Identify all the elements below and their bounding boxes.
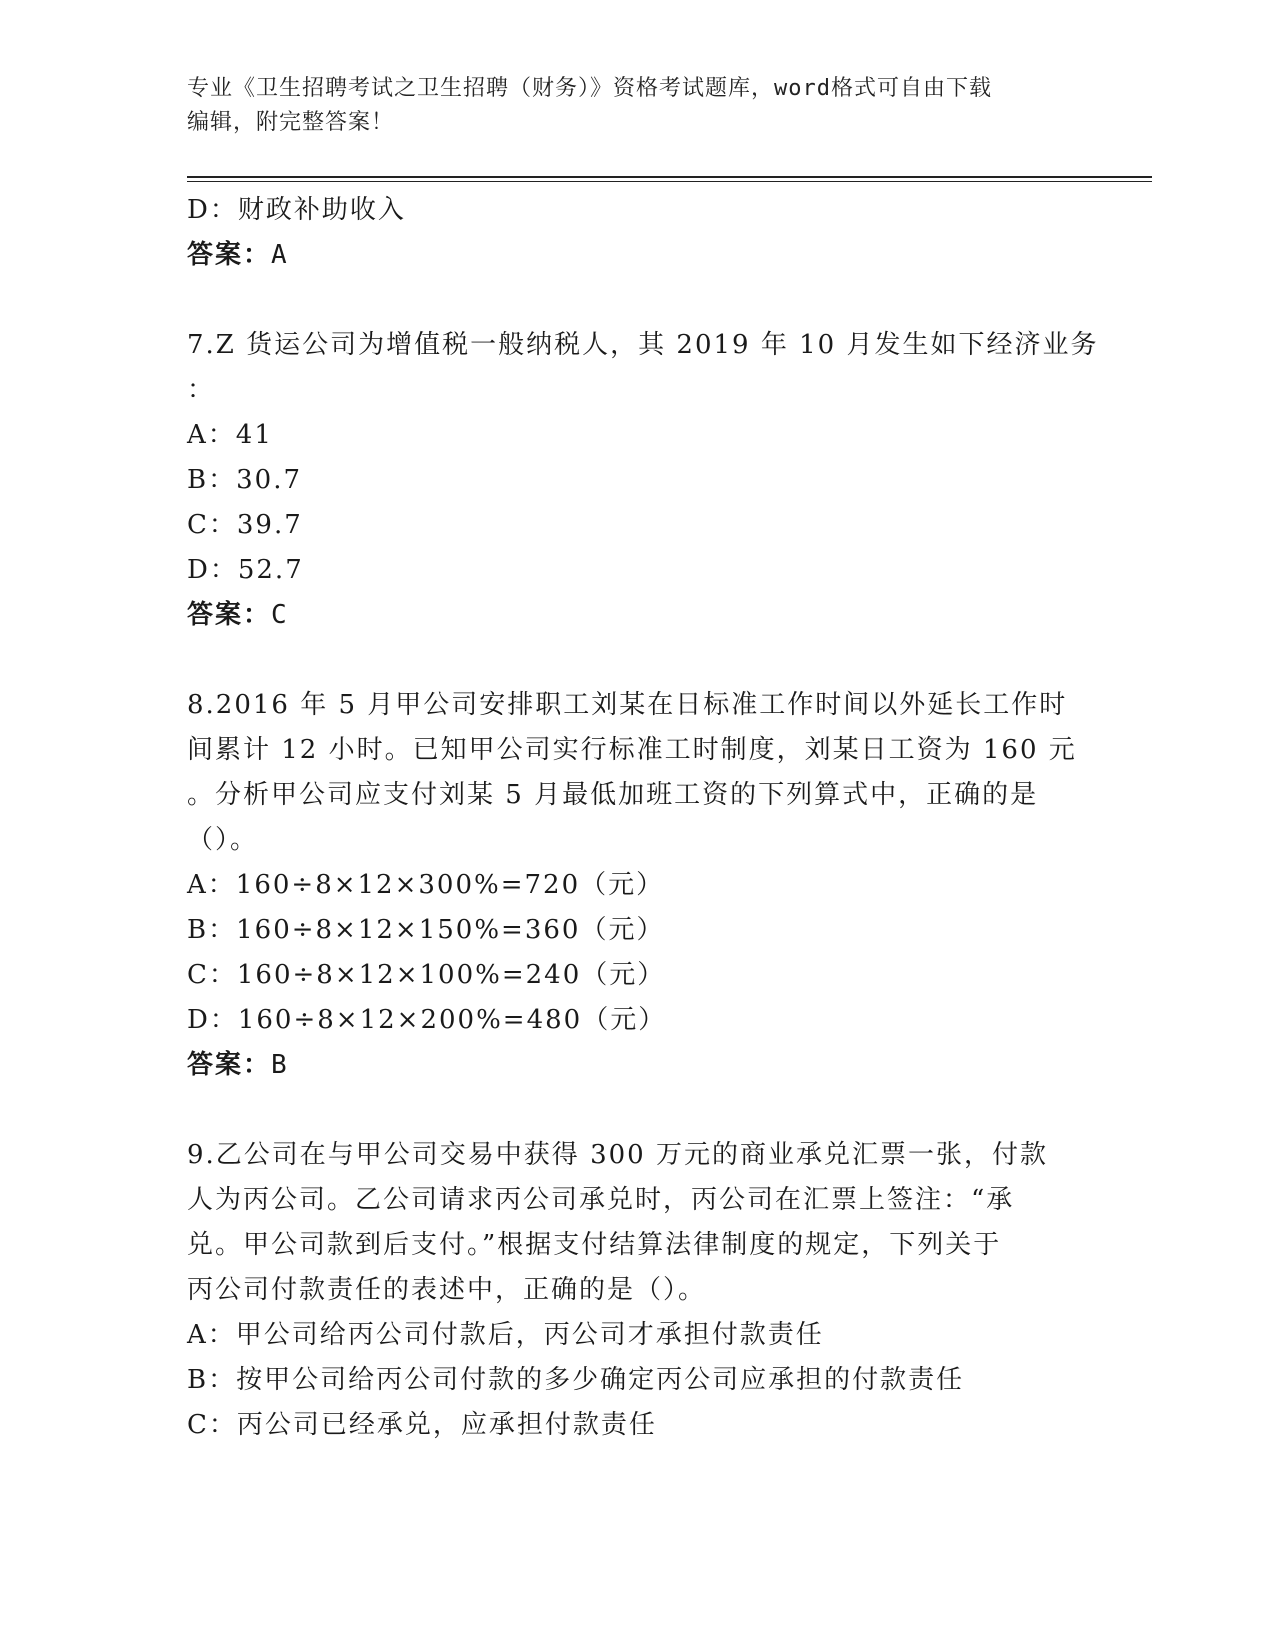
- question-7: [187, 323, 1107, 638]
- header-divider-thin: [187, 181, 1152, 182]
- answer-label: 答案：: [187, 240, 272, 270]
- stem-line: 兑。甲公司款到后支付。”根据支付结算法律制度的规定，下列关于: [187, 1230, 1002, 1260]
- header-line-2: 编辑，附完整答案！: [187, 110, 395, 135]
- header-divider-thick: [187, 176, 1152, 178]
- question-9: [187, 1133, 1107, 1448]
- stem-line: 7.Z 货运公司为增值税一般纳税人，其 2019 年 10 月发生如下经济业务: [187, 330, 1099, 360]
- stem-line: 间累计 12 小时。已知甲公司实行标准工时制度，刘某日工资为 160 元: [187, 735, 1077, 765]
- option-a: A：41: [187, 420, 273, 450]
- option-b: B：按甲公司给丙公司付款的多少确定丙公司应承担的付款责任: [187, 1365, 965, 1395]
- question-stem: [187, 1133, 1107, 1313]
- stem-line: ：: [187, 375, 216, 405]
- question-stem: [187, 683, 1107, 863]
- option-b: B：30.7: [187, 465, 302, 495]
- stem-line: 9.乙公司在与甲公司交易中获得 300 万元的商业承兑汇票一张，付款: [187, 1140, 1048, 1170]
- option-c: C：39.7: [187, 510, 303, 540]
- stem-line: 。分析甲公司应支付刘某 5 月最低加班工资的下列算式中，正确的是: [187, 780, 1039, 810]
- option-c: C：丙公司已经承兑，应承担付款责任: [187, 1410, 657, 1440]
- answer-value: A: [271, 240, 289, 270]
- option-b: B：160÷8×12×150%=360（元）: [187, 915, 665, 945]
- option-d: D：52.7: [187, 555, 304, 585]
- answer-label: 答案：: [187, 600, 272, 630]
- answer-line: [187, 233, 1107, 278]
- answer-value: B: [271, 1050, 289, 1080]
- header-line-1: 专业《卫生招聘考试之卫生招聘（财务）》资格考试题库，word格式可自由下载: [187, 76, 992, 101]
- answer-label: 答案：: [187, 1050, 272, 1080]
- option-a: A：160÷8×12×300%=720（元）: [187, 870, 665, 900]
- stem-line: 丙公司付款责任的表述中，正确的是（）。: [187, 1275, 707, 1305]
- option-d: D：财政补助收入: [187, 195, 406, 225]
- option-a: A：甲公司给丙公司付款后，丙公司才承担付款责任: [187, 1320, 824, 1350]
- previous-question: [187, 188, 1107, 278]
- option-d: D：160÷8×12×200%=480（元）: [187, 1005, 667, 1035]
- question-stem: [187, 323, 1107, 413]
- question-content: [187, 188, 1107, 1448]
- question-8: [187, 683, 1107, 1088]
- stem-line: 8.2016 年 5 月甲公司安排职工刘某在日标准工作时间以外延长工作时: [187, 690, 1068, 720]
- option-c: C：160÷8×12×100%=240（元）: [187, 960, 666, 990]
- page-header: [187, 72, 1087, 140]
- answer-line: [187, 1043, 1107, 1088]
- stem-line: （）。: [187, 825, 259, 855]
- stem-line: 人为丙公司。乙公司请求丙公司承兑时，丙公司在汇票上签注：“承: [187, 1185, 1015, 1215]
- answer-line: [187, 593, 1107, 638]
- answer-value: C: [271, 600, 289, 630]
